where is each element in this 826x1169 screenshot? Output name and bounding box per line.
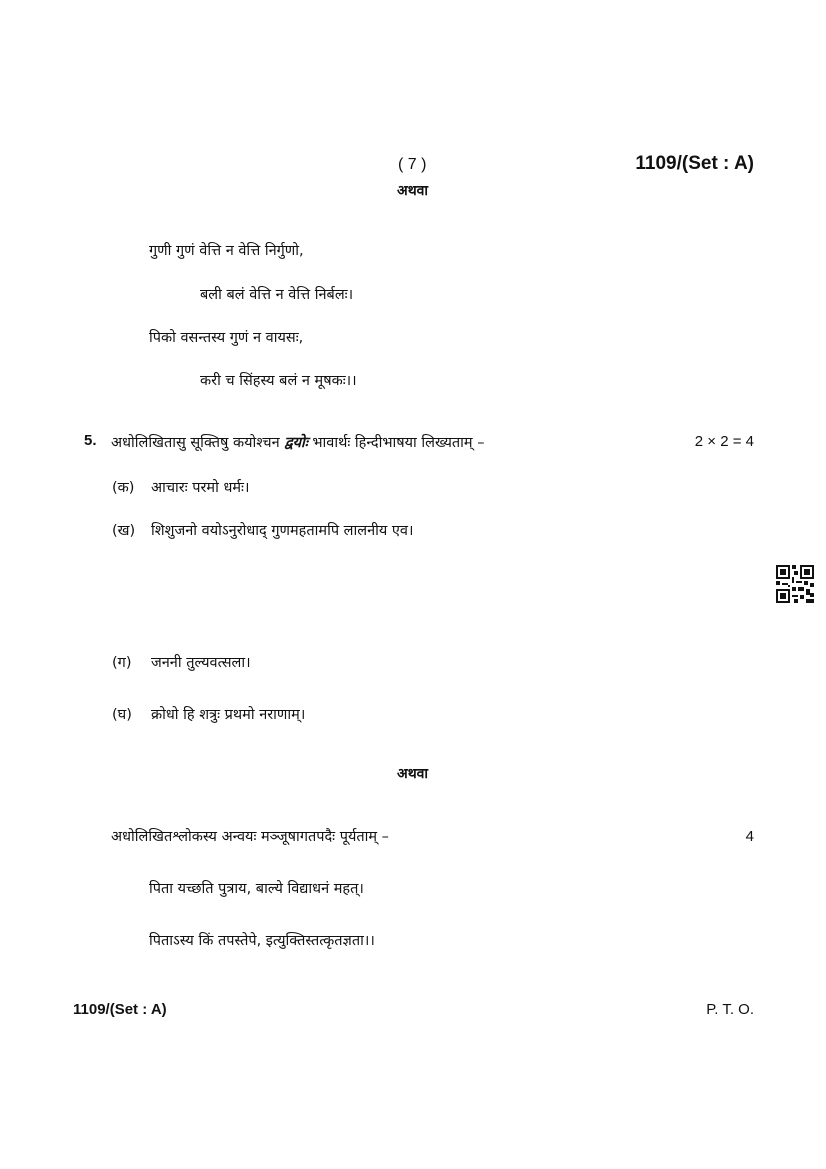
option-label-kha: (ख) — [112, 523, 136, 539]
option-text-ga: जननी तुल्यवत्सला। — [151, 655, 251, 671]
shloka-line-2: पिताऽस्य किं तपस्तेपे, इत्युक्तिस्तत्कृतज्ञता।। — [149, 933, 375, 949]
paper-code: 1109/(Set : A) — [635, 153, 754, 174]
option-label-ka: (क) — [112, 480, 135, 496]
qr-code-image — [776, 565, 814, 603]
option-text-kha: शिशुजनो वयोऽनुरोधाद् गुणमहतामपि लालनीय एव। — [151, 523, 414, 539]
page-number: ( 7 ) — [398, 156, 427, 173]
question-text-emphasis: द्वयोः — [284, 435, 308, 451]
verse-line-3: पिको वसन्तस्य गुणं न वायसः, — [149, 330, 304, 346]
alternate-marks: 4 — [745, 828, 754, 845]
question-marks: 2 × 2 = 4 — [694, 433, 754, 450]
verse-line-4: करी च सिंहस्य बलं न मूषकः।। — [200, 373, 357, 389]
option-text-ka: आचारः परमो धर्मः। — [151, 480, 250, 496]
option-label-gha: (घ) — [112, 707, 132, 723]
footer-pto: P. T. O. — [706, 1001, 754, 1018]
shloka-line-1: पिता यच्छति पुत्राय, बाल्ये विद्याधनं महत्। — [149, 881, 364, 897]
or-label: अथवा — [397, 183, 429, 199]
verse-line-1: गुणी गुणं वेत्ति न वेत्ति निर्गुणो, — [149, 243, 304, 259]
or-label: अथवा — [397, 766, 429, 782]
question-text — [111, 432, 484, 452]
question-number: 5. — [84, 432, 97, 449]
alternate-instruction: अधोलिखितश्लोकस्य अन्वयः मञ्जूषागतपदैः पूर्यताम् – — [111, 829, 389, 845]
question-text-start: अधोलिखितासु सूक्तिषु कयोश्चन — [111, 435, 280, 451]
footer-paper-code: 1109/(Set : A) — [73, 1001, 167, 1018]
option-label-ga: (ग) — [112, 655, 132, 671]
verse-line-2: बली बलं वेत्ति न वेत्ति निर्बलः। — [200, 287, 354, 303]
option-text-gha: क्रोधो हि शत्रुः प्रथमो नराणाम्। — [151, 707, 306, 723]
question-text-end: भावार्थः हिन्दीभाषया लिख्यताम् – — [312, 435, 485, 451]
